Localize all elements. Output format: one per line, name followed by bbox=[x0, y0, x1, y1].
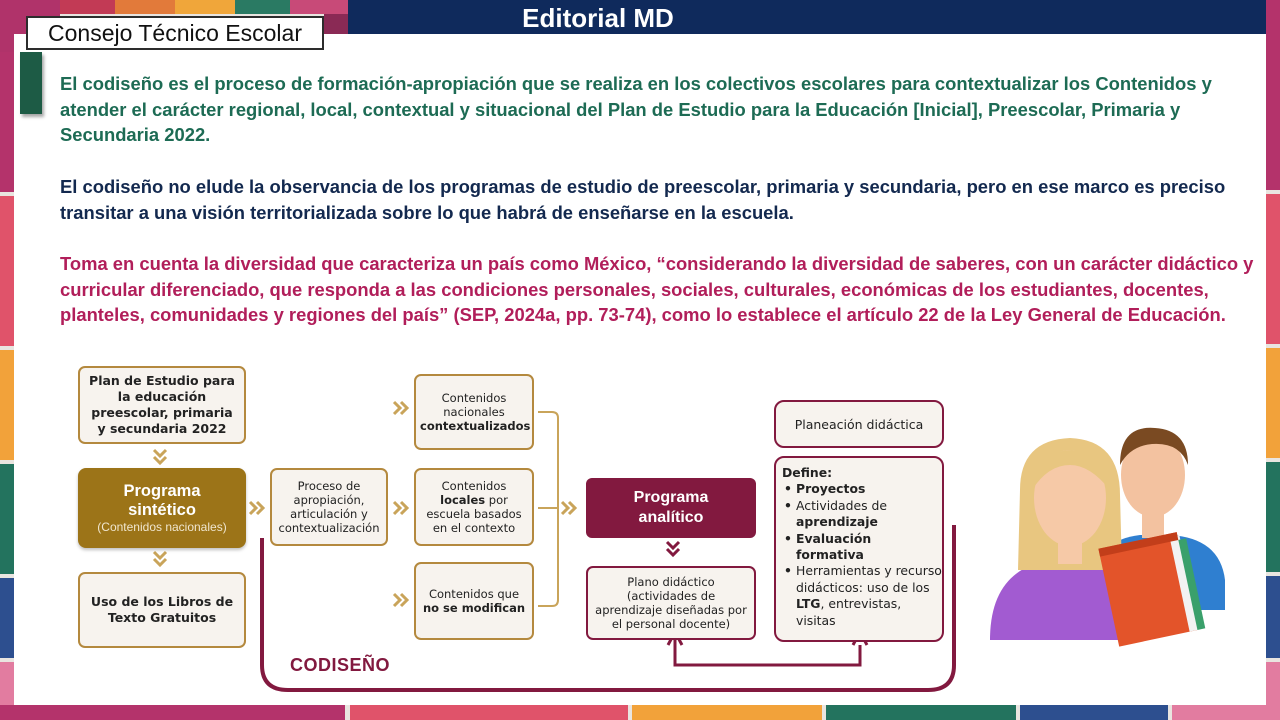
contenidos-no-modifican-box bbox=[414, 562, 534, 640]
define-heading: Define: bbox=[782, 465, 833, 480]
define-item-herramientas bbox=[782, 563, 942, 629]
paragraph-diversidad: Toma en cuenta la diversidad que caracteriza un país como México, “considerando la diversidad de saberes, con un carácter didáctico y curricular diferenciado, que responda a las condiciones personales, sociales, culturales, económicas de los estudiantes, docentes, planteles, comunidades y regiones del país” (SEP, 2024a, pp. 73-74), como lo establece el artículo 22 de la Ley General de Educación. bbox=[60, 253, 1254, 325]
libros-line-1: Uso de los Libros de bbox=[90, 594, 234, 609]
contenidos-locales-line-4: en el contexto bbox=[432, 521, 516, 535]
paragraph-codiseno-observancia: El codiseño no elude la observancia de los programas de estudio de preescolar, primaria y secundaria, pero en ese marco es preciso transitar a una visión territorializada sobre lo que habrá de enseñarse en la escuela. bbox=[60, 176, 1226, 223]
planeacion-didactica-title-box bbox=[774, 400, 944, 448]
define-item-actividades-bold: aprendizaje bbox=[796, 514, 878, 530]
plano-didactico-line-2: (actividades de bbox=[626, 589, 716, 603]
plan-estudio-line-4: y secundaria 2022 bbox=[97, 421, 227, 436]
teachers-illustration bbox=[990, 420, 1240, 650]
libros-line-2: Texto Gratuitos bbox=[107, 610, 217, 625]
proceso-line-4: contextualización bbox=[278, 521, 380, 535]
codiseno-label: CODISEÑO bbox=[290, 655, 391, 675]
programa-sintetico-title-1: Programa bbox=[123, 481, 201, 500]
proceso-line-2: apropiación, bbox=[293, 493, 365, 507]
plan-estudio-box bbox=[78, 366, 246, 444]
define-item-herramientas-bold: LTG bbox=[796, 596, 821, 612]
define-item-herramientas-text: Herramientas y recurso didácticos: uso de los bbox=[796, 563, 942, 595]
proceso-box bbox=[270, 468, 388, 546]
libros-texto-box bbox=[78, 572, 246, 648]
planeacion-didactica-title: Planeación didáctica bbox=[794, 416, 924, 432]
codiseno-diagram bbox=[70, 360, 970, 700]
contenidos-locales-bold: locales bbox=[440, 493, 486, 507]
contenidos-nacionales-bold: contextualizados bbox=[420, 419, 531, 433]
contenidos-locales-line-1: Contenidos bbox=[441, 479, 507, 493]
plano-didactico-box bbox=[586, 566, 756, 640]
contenidos-nacionales-line-1: Contenidos bbox=[441, 391, 507, 405]
define-item-actividades bbox=[782, 498, 942, 531]
proceso-line-1: Proceso de bbox=[297, 479, 361, 493]
programa-analitico-title-2: analítico bbox=[638, 509, 704, 526]
programa-sintetico-title-2: sintético bbox=[128, 500, 196, 519]
contenidos-no-modifican-bold: no se modifican bbox=[422, 601, 526, 615]
define-item-proyectos-text: Proyectos bbox=[796, 481, 866, 497]
define-list bbox=[782, 465, 942, 629]
define-item-evaluacion-text: Evaluación formativa bbox=[796, 530, 872, 563]
consejo-badge: Consejo Técnico Escolar bbox=[26, 16, 324, 50]
plan-estudio-line-3: preescolar, primaria bbox=[91, 405, 233, 420]
programa-analitico-title-1: Programa bbox=[633, 489, 709, 506]
programa-sintetico-subtitle: (Contenidos nacionales) bbox=[97, 519, 227, 534]
contenidos-locales-rest: por bbox=[488, 493, 508, 507]
define-item-proyectos bbox=[782, 481, 942, 497]
plan-estudio-line-2: la educación bbox=[117, 389, 207, 404]
define-item-herramientas-tail: , entrevistas, visitas bbox=[796, 596, 902, 628]
define-item-actividades-text: Actividades de bbox=[796, 497, 887, 513]
contenidos-no-modifican-line-1: Contenidos que bbox=[428, 587, 520, 601]
header-bar bbox=[348, 0, 1266, 34]
contenidos-locales-line-3: escuela basados bbox=[426, 507, 522, 521]
page-title: Editorial MD bbox=[522, 3, 674, 33]
programa-sintetico-box bbox=[78, 468, 246, 548]
paragraph-codiseno-definition: El codiseño es el proceso de formación-apropiación que se realiza en los colectivos escolares para contextualizar los Contenidos y atender el carácter regional, local, contextual y situacional del Plan de Estudio para la Educación [Inicial], Preescolar, Primaria y Secundaria 2022. bbox=[60, 73, 1212, 145]
plano-didactico-line-1: Plano didáctico bbox=[627, 575, 715, 589]
contenidos-locales-box bbox=[414, 468, 534, 546]
plano-didactico-line-3: aprendizaje diseñadas por bbox=[595, 603, 747, 617]
contenidos-nacionales-line-2: nacionales bbox=[443, 405, 505, 419]
define-item-evaluacion bbox=[782, 531, 942, 564]
plan-estudio-line-1: Plan de Estudio para bbox=[89, 373, 235, 388]
contenidos-locales-line-2 bbox=[420, 493, 528, 507]
accent-marker bbox=[20, 52, 42, 114]
contenidos-nacionales-box bbox=[414, 374, 534, 450]
proceso-line-3: articulación y bbox=[290, 507, 368, 521]
programa-analitico-box bbox=[586, 478, 756, 538]
plano-didactico-line-4: el personal docente) bbox=[611, 617, 731, 631]
